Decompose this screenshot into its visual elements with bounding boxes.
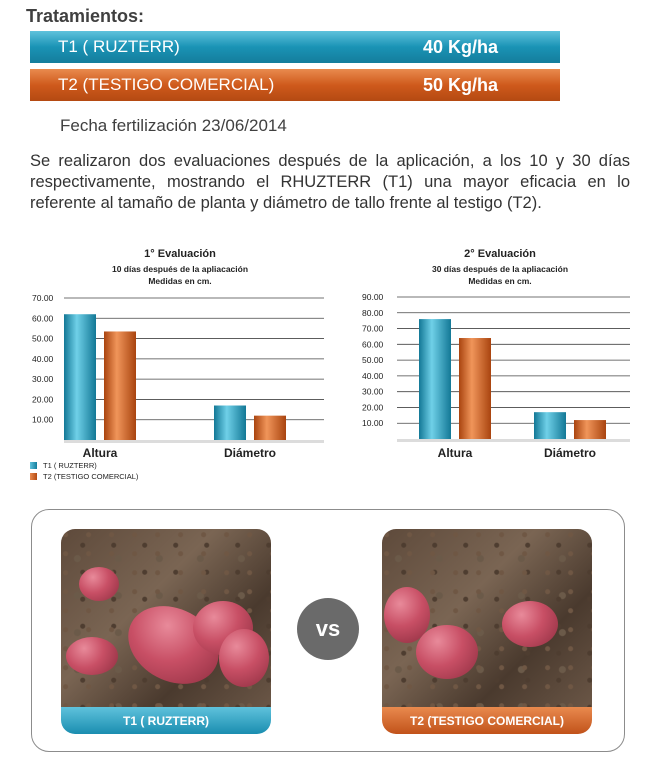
- y-tick-label: 30.00: [32, 374, 54, 385]
- chart-plot: [360, 248, 640, 463]
- treatment-name: T2 (TESTIGO COMERCIAL): [58, 75, 275, 94]
- y-tick-label: 40.00: [32, 353, 54, 364]
- bar-t1: [64, 314, 96, 440]
- legend-item-t1: [30, 460, 138, 471]
- vs-badge: vs: [297, 598, 359, 660]
- photo-caption-t2: T2 (TESTIGO COMERCIAL): [382, 707, 592, 734]
- treatment-name: T1 ( RUZTERR): [58, 37, 180, 56]
- y-tick-label: 70.00: [362, 323, 384, 334]
- bar-t1: [419, 319, 451, 439]
- photo-caption-t1: T1 ( RUZTERR): [61, 707, 271, 734]
- x-axis-floor: [397, 439, 630, 442]
- chart-subtitle: 30 días después de la apliacación: [431, 264, 569, 274]
- treatment-bar-t2: [30, 69, 560, 101]
- legend-item-t2: [30, 471, 138, 482]
- x-category-label: Altura: [437, 446, 473, 460]
- x-axis-floor: [64, 440, 324, 443]
- photo-t1: [61, 529, 271, 734]
- bar-t2: [459, 338, 491, 439]
- bar-t1: [534, 412, 566, 439]
- chart-evaluation-2: [360, 248, 640, 463]
- legend-label: T2 (TESTIGO COMERCIAL): [43, 472, 139, 481]
- treatment-rate: 50 Kg/ha: [423, 74, 499, 95]
- chart-units: Medidas en cm.: [468, 276, 532, 286]
- treatment-bar-t1: [30, 31, 560, 63]
- y-tick-label: 10.00: [32, 414, 54, 425]
- fertilization-date: Fecha fertilización 23/06/2014: [60, 116, 287, 135]
- bar-t2: [254, 416, 286, 440]
- bar-t2: [104, 331, 136, 440]
- results-paragraph: Se realizaron dos evaluaciones después de la aplicación, a los 10 y 30 días respectivamente, mostrando el RHUZTERR (T1) una mayor eficacia en lo referente al tamaño de planta y diámetro de tallo frente al testigo (T2).: [30, 152, 630, 212]
- y-tick-label: 50.00: [32, 333, 54, 344]
- treatment-rate: 40 Kg/ha: [423, 36, 499, 57]
- legend-label: T1 ( RUZTERR): [43, 461, 97, 470]
- treatments-heading: Tratamientos:: [26, 6, 145, 26]
- y-tick-label: 70.00: [32, 293, 54, 303]
- chart-plot: [30, 248, 330, 460]
- y-tick-label: 20.00: [362, 402, 384, 413]
- y-tick-label: 90.00: [362, 292, 384, 302]
- y-tick-label: 40.00: [362, 370, 384, 381]
- chart-evaluation-1: [30, 248, 330, 488]
- potato-image: [61, 529, 271, 707]
- x-category-label: Altura: [82, 446, 118, 460]
- y-tick-label: 80.00: [362, 307, 384, 318]
- chart-legend: [30, 460, 138, 482]
- bar-t2: [574, 420, 606, 439]
- legend-swatch: [30, 473, 37, 480]
- chart-subtitle: 10 días después de la apliacación: [111, 264, 249, 274]
- y-tick-label: 60.00: [362, 339, 384, 350]
- y-tick-label: 30.00: [362, 386, 384, 397]
- photo-t2: [382, 529, 592, 734]
- y-tick-label: 50.00: [362, 355, 384, 366]
- x-category-label: Diámetro: [543, 446, 597, 460]
- x-category-label: Diámetro: [223, 446, 277, 460]
- legend-swatch: [30, 462, 37, 469]
- y-tick-label: 10.00: [362, 418, 384, 429]
- chart-units: Medidas en cm.: [148, 276, 212, 286]
- chart-title: 2° Evaluación: [464, 248, 536, 260]
- y-tick-label: 20.00: [32, 394, 54, 405]
- y-tick-label: 60.00: [32, 313, 54, 324]
- chart-title: 1° Evaluación: [144, 248, 216, 260]
- potato-image: [382, 529, 592, 707]
- bar-t1: [214, 406, 246, 440]
